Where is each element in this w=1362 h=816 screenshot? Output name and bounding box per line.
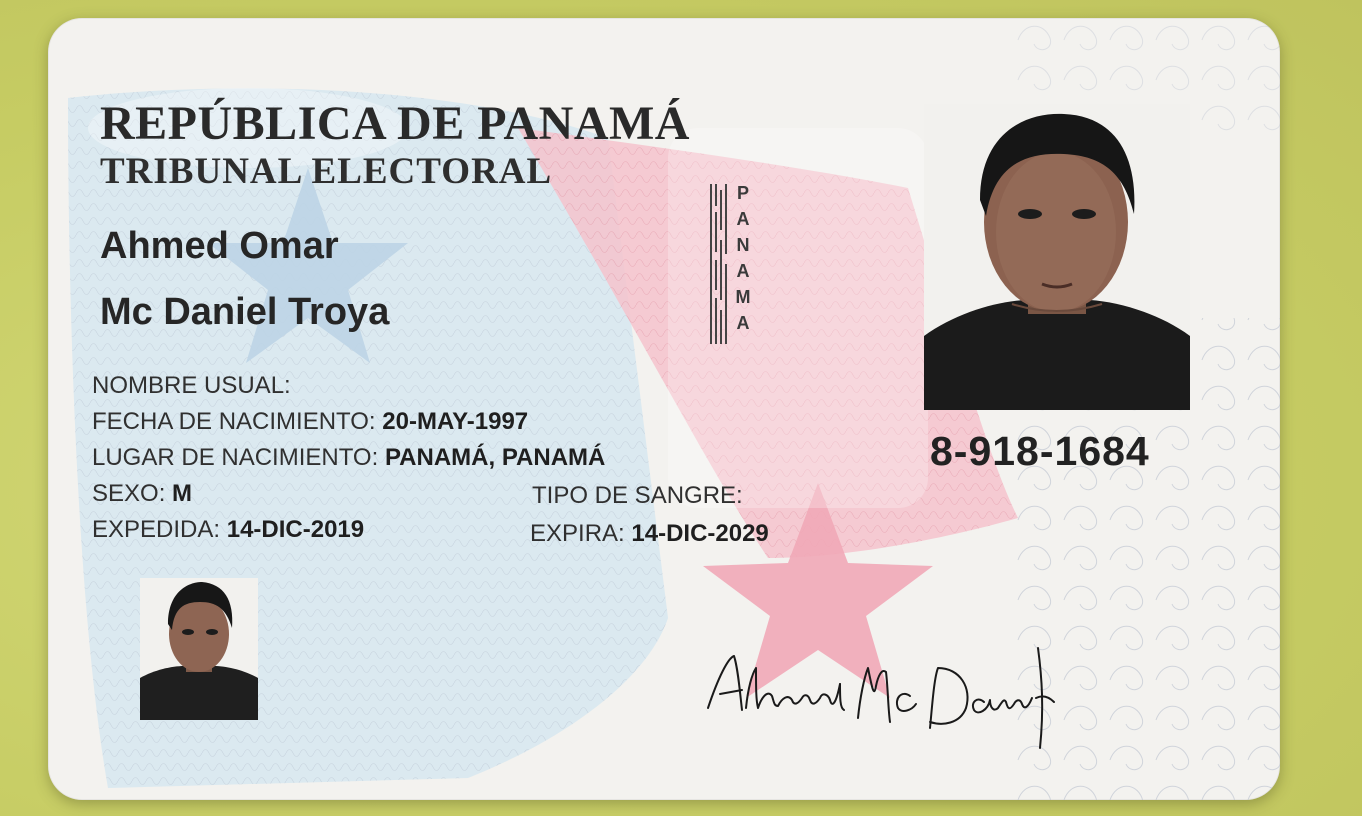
blood-type-label: TIPO DE SANGRE: — [532, 482, 743, 509]
panama-vertical-text: P A N A M A — [735, 183, 751, 333]
usual-name-label: NOMBRE USUAL: — [92, 372, 291, 399]
birth-date-value: 20-MAY-1997 — [382, 408, 529, 435]
authority-subtitle: TRIBUNAL ELECTORAL — [100, 151, 553, 192]
sex-value: M — [172, 480, 193, 507]
issued-label: EXPEDIDA: — [92, 516, 221, 543]
birth-place-value: PANAMÁ, PANAMÁ — [384, 444, 606, 471]
surnames: Mc Daniel Troya — [100, 291, 390, 333]
birth-date-label: FECHA DE NACIMIENTO: — [92, 408, 376, 435]
id-number: 8-918-1684 — [930, 428, 1150, 474]
blood-type-row — [532, 482, 743, 510]
expires-row — [530, 520, 769, 548]
expires-label: EXPIRA: — [530, 520, 625, 547]
sex-row — [92, 480, 192, 508]
birth-place-row — [92, 444, 605, 472]
birth-place-label: LUGAR DE NACIMIENTO: — [92, 444, 379, 471]
birth-date-row — [92, 408, 528, 436]
expires-value: 14-DIC-2029 — [631, 520, 769, 547]
holder-photo — [924, 104, 1190, 410]
usual-name-row — [92, 372, 291, 400]
id-card — [48, 18, 1280, 800]
issued-value: 14-DIC-2019 — [226, 516, 365, 543]
issued-row — [92, 516, 364, 544]
holder-signature — [698, 638, 1058, 758]
holder-photo-small — [140, 578, 258, 720]
country-title: REPÚBLICA DE PANAMÁ — [100, 97, 690, 150]
given-names: Ahmed Omar — [100, 225, 339, 267]
sex-label: SEXO: — [92, 480, 166, 507]
